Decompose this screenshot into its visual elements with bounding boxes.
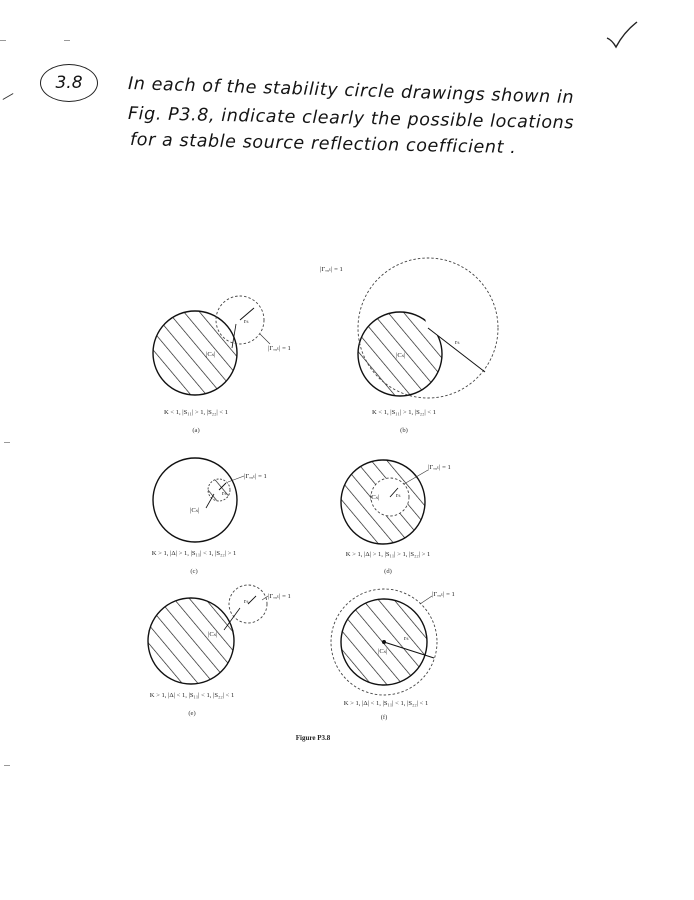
circle-label: |Γₒᵤₜ| = 1 (432, 591, 455, 598)
circle-label: |Γₒᵤₜ| = 1 (320, 266, 343, 273)
radius-label: rₛ (222, 490, 227, 497)
panel-letter: (c) (190, 568, 198, 575)
circle-label: |Γₒᵤₜ| = 1 (244, 473, 267, 480)
problem-text-line-2: Fig. P3.8, indicate clearly the possible locations (127, 104, 575, 134)
panel-letter: (d) (384, 568, 392, 575)
panel-letter: (e) (188, 710, 196, 717)
problem-text-line-1: In each of the stability circle drawings shown in (127, 74, 575, 109)
radius-label: rₛ (396, 492, 401, 499)
circle-label: |Γₒᵤₜ| = 1 (428, 464, 451, 471)
condition-label: K < 1, |S₁₁| > 1, |S₂₂| < 1 (371, 409, 437, 416)
panel-letter: (f) (380, 714, 388, 721)
radius-label: rₛ (244, 598, 249, 605)
condition-label: K < 1, |S₁₁| > 1, |S₂₂| < 1 (163, 409, 229, 416)
radius-label: rₛ (244, 318, 249, 325)
circle-label: |Γₒᵤₜ| = 1 (268, 345, 291, 352)
center-label: |Cₛ| (208, 631, 218, 638)
condition-label: K > 1, |Δ| > 1, |S₁₁| > 1, |S₂₂| > 1 (345, 551, 431, 558)
panel-f (331, 589, 455, 721)
problem-text-line-3: for a stable source reflection coefficient . (129, 130, 517, 159)
panel-d (341, 460, 451, 575)
problem-number: 3.8 (40, 64, 98, 102)
panel-b (320, 232, 563, 434)
condition-label: K > 1, |Δ| < 1, |S₁₁| < 1, |S₂₂| < 1 (343, 700, 429, 707)
radius-label: rₛ (404, 635, 409, 642)
center-label: |Cₛ| (396, 352, 406, 359)
panel-a (153, 296, 291, 434)
radius-label: rₛ (455, 339, 460, 346)
panel-letter: (b) (400, 427, 408, 434)
condition-label: K > 1, |Δ| > 1, |S₁₁| < 1, |S₂₂| > 1 (151, 550, 237, 557)
unit-circle (153, 311, 237, 395)
center-label: |Cₛ| (370, 494, 380, 501)
panel-e (148, 585, 291, 717)
panel-c (152, 458, 267, 575)
center-label: |Cₛ| (206, 351, 216, 358)
unit-circle (148, 598, 234, 684)
condition-label: K > 1, |Δ| < 1, |S₁₁| < 1, |S₂₂| < 1 (149, 692, 235, 699)
center-label: |Cₛ| (190, 507, 200, 514)
radius-line (248, 596, 256, 604)
circle-label: |Γₒᵤₜ| = 1 (268, 593, 291, 600)
circle-leader (420, 596, 432, 604)
center-label: |Cₛ| (378, 648, 388, 655)
circle-leader (260, 334, 270, 344)
panel-letter: (a) (192, 427, 200, 434)
figure-caption: Figure P3.8 (295, 734, 331, 742)
